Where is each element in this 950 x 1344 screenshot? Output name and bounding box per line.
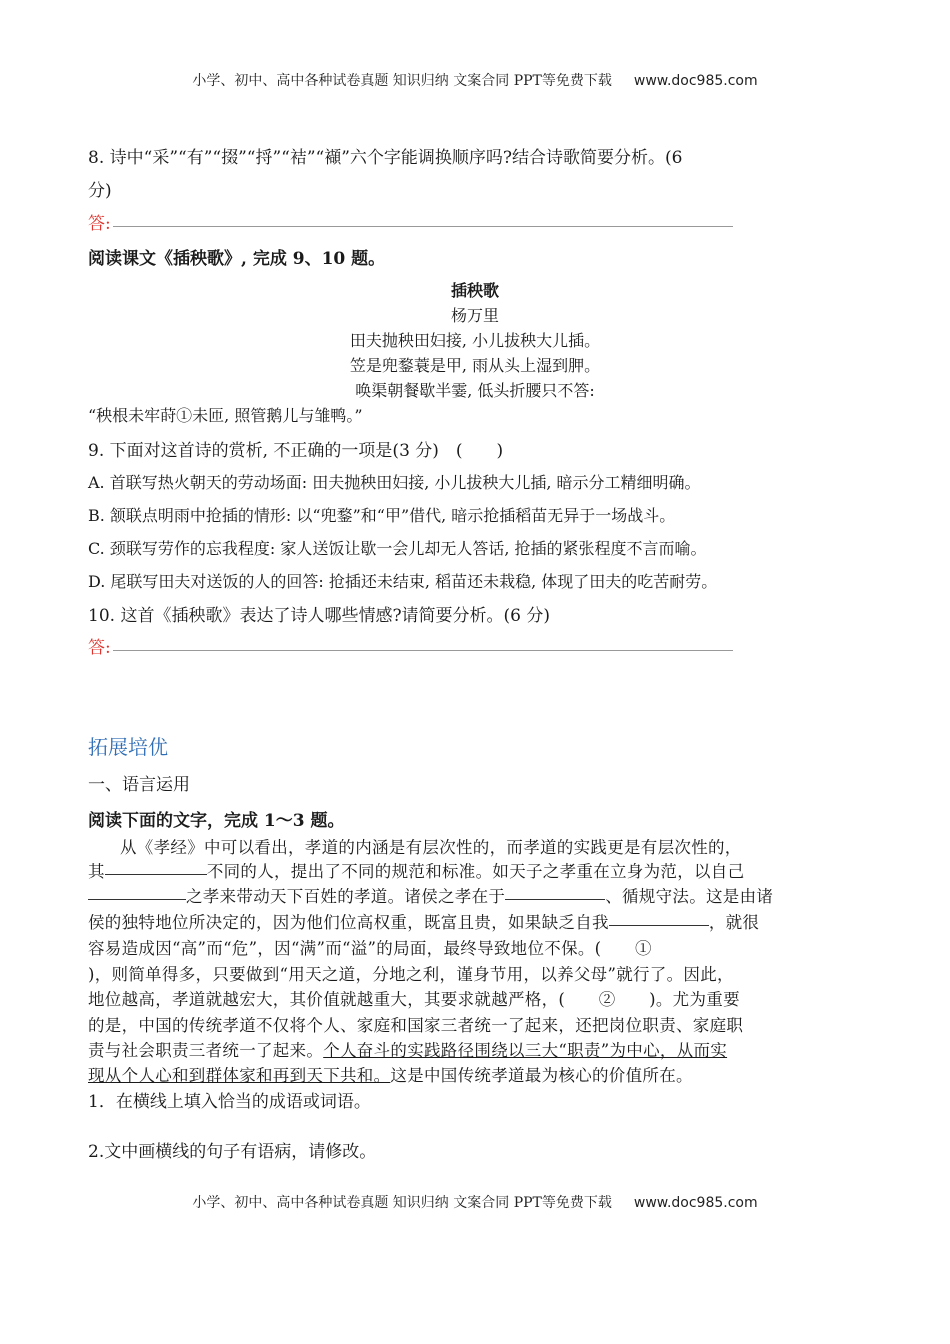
poem-title: 插秧歌: [450, 281, 499, 300]
underlined-sentence-part-1: 个人奋斗的实践路径围绕以三大“职责”为中心，从而实: [323, 1041, 728, 1060]
header-site: www.doc985.com: [633, 73, 758, 89]
page-footer: [0, 1192, 950, 1212]
q9-option-d[interactable]: D. 尾联写田夫对送饭的人的回答: 抢插还未结束, 稻苗还未栽稳, 体现了田夫的吃苦耐劳。: [88, 572, 718, 591]
page-header: [0, 70, 950, 90]
footer-site: www.doc985.com: [633, 1195, 758, 1211]
passage-line-9: 责与社会职责三者统一了起来。个人奋斗的实践路径围绕以三大“职责”为中心，从而实: [88, 1041, 728, 1060]
poem-last-line: “秧根未牢莳①未匝, 照管鹅儿与雏鸭。”: [88, 406, 363, 425]
poem-author: 杨万里: [450, 306, 499, 325]
q10-stem: 10. 这首《插秧歌》表达了诗人哪些情感?请简要分析。(6 分): [88, 606, 551, 626]
footer-text: 小学、初中、高中各种试卷真题 知识归纳 文案合同 PPT等免费下载: [192, 1195, 612, 1211]
instruction-2: 阅读下面的文字，完成 1～3 题。: [88, 811, 345, 831]
poem-line-3: 唤渠朝餐歇半霎, 低头折腰只不答:: [355, 381, 595, 400]
passage-line-1: 从《孝经》中可以看出，孝道的内涵是有层次性的，而孝道的实践更是有层次性的，: [120, 838, 742, 857]
passage-line-5: 容易造成因“高”而“危”，因“满”而“溢”的局面，最终导致地位不保。( ①: [88, 939, 652, 958]
sub-question-2: 2.文中画横线的句子有语病，请修改。: [88, 1142, 377, 1162]
passage-line-3: 之孝来带动天下百姓的孝道。诸侯之孝在于 、循规守法。这是由诸: [88, 883, 773, 907]
blank-4[interactable]: [609, 924, 709, 926]
q9-option-c[interactable]: C. 颈联写劳作的忘我程度: 家人送饭让歇一会儿却无人答话, 抢插的紧张程度不言而喻。: [88, 539, 707, 558]
passage-line-10: 现从个人心和到群体家和再到天下共和。这是中国传统孝道最为核心的价值所在。: [88, 1066, 693, 1085]
passage-line-7: 地位越高，孝道就越宏大，其价值就越重大，其要求就越严格，( ② )。尤为重要: [88, 990, 740, 1009]
blank-1[interactable]: [105, 873, 207, 875]
q9-option-b[interactable]: B. 颔联点明雨中抢插的情形: 以“兜鍪”和“甲”借代, 暗示抢插稻苗无异于一场战斗。: [88, 506, 676, 525]
q10-answer[interactable]: [88, 633, 733, 658]
q8-line1: 8. 诗中“采”“有”“掇”“捋”“袺”“襭”六个字能调换顺序吗?结合诗歌简要分析。(6: [88, 148, 683, 168]
poem-line-1: 田夫抛秧田妇接, 小儿拔秧大儿插。: [349, 331, 601, 350]
header-text: 小学、初中、高中各种试卷真题 知识归纳 文案合同 PPT等免费下载: [192, 73, 612, 89]
sub-question-1: 1．在横线上填入恰当的成语或词语。: [88, 1092, 371, 1112]
passage-line-4: 侯的独特地位所决定的，因为他们位高权重，既富且贵，如果缺乏自我 ，就很: [88, 913, 760, 932]
passage-line-8: 的是，中国的传统孝道不仅将个人、家庭和国家三者统一了起来，还把岗位职责、家庭职: [88, 1016, 744, 1035]
blank-3[interactable]: [505, 898, 605, 900]
poem-line-2: 笠是兜鍪蓑是甲, 雨从头上湿到胛。: [349, 356, 601, 375]
underlined-sentence-part-2: 现从个人心和到群体家和再到天下共和。: [88, 1066, 391, 1085]
q10-answer-line[interactable]: [113, 649, 733, 651]
instruction-1: 阅读课文《插秧歌》, 完成 9、10 题。: [88, 249, 386, 269]
q10-answer-label: 答:: [88, 638, 111, 658]
q8-answer-line[interactable]: [113, 225, 733, 227]
section-title: 拓展培优: [88, 735, 168, 759]
q8-answer-label: 答:: [88, 214, 111, 234]
q8-answer[interactable]: [88, 209, 733, 234]
passage-line-2: 其 不同的人，提出了不同的规范和标准。如天子之孝重在立身为范，以自己: [88, 862, 745, 881]
q9-option-a[interactable]: A. 首联写热火朝天的劳动场面: 田夫抛秧田妇接, 小儿拔秧大儿插, 暗示分工精细明确。: [88, 473, 701, 492]
passage-line-6: )，则简单得多，只要做到“用天之道，分地之利，谨身节用，以养父母”就行了。因此，: [88, 965, 734, 984]
blank-2[interactable]: [88, 898, 186, 900]
q9-stem: 9. 下面对这首诗的赏析, 不正确的一项是(3 分) ( ): [88, 441, 504, 461]
q8-line2: 分): [88, 181, 112, 201]
section-subtitle: 一、语言运用: [88, 775, 190, 795]
